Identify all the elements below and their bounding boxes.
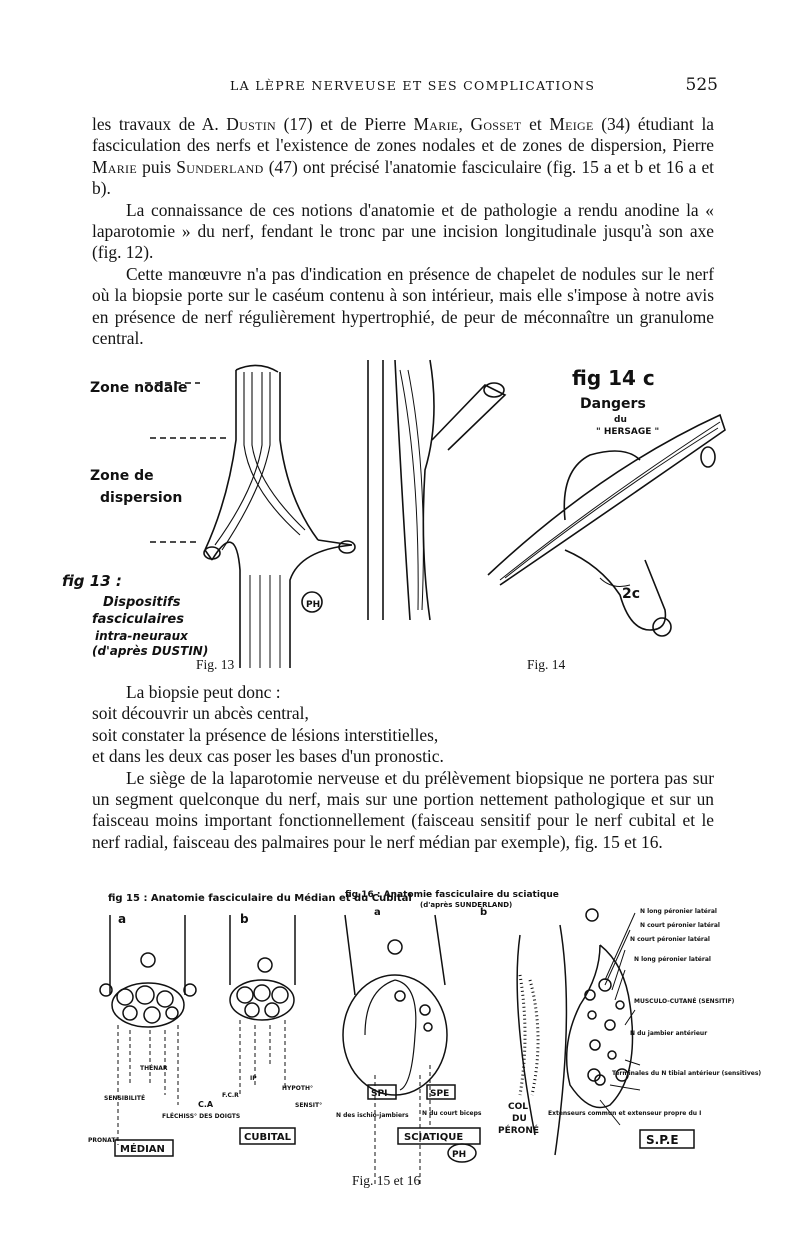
fig15-b: b — [240, 912, 249, 926]
fig16-sub: (d'après SUNDERLAND) — [420, 901, 513, 909]
fig16-b: b — [480, 907, 488, 918]
paragraph-2: La connaissance de ces notions d'anatomie et de pathologie a rendu anodine la « laparotomie » du nerf, fendant le tronc par une incision longitudinale jusqu'à son axe (fig. 12). — [92, 199, 714, 263]
fig14-caption: Fig. 14 — [527, 657, 566, 672]
fig16-title: fig 16 : Anatomie fasciculaire du sciatique — [345, 890, 559, 900]
fig13-signature: PH — [306, 600, 321, 610]
page-number: 525 — [685, 75, 718, 95]
fig15-16-caption: Fig. 15 et 16 — [352, 1173, 421, 1188]
fig14-hersage: " HERSAGE " — [596, 427, 660, 437]
fig15-hypoth: HYPOTH° — [282, 1085, 313, 1092]
fig14-mark: 2c — [622, 586, 641, 602]
fig16-n-ischio: N des ischio-jambiers — [336, 1112, 409, 1119]
fig15-flechis: FLÉCHISS° DES DOIGTS — [162, 1113, 241, 1120]
figures-13-14-drawing — [0, 350, 800, 680]
fig16-label-7: Terminales du N tibial antérieur (sensitives) — [612, 1070, 762, 1077]
running-header — [90, 75, 718, 100]
fig16-label-8: Extenseurs commun et extenseur propre du I — [548, 1110, 702, 1117]
fig16-col: COL — [508, 1102, 528, 1112]
fig16-label-1: N long péronier latéral — [640, 908, 717, 915]
list-intro: La biopsie peut donc : — [126, 682, 281, 702]
list-item-3: et dans les deux cas poser les bases d'un pronostic. — [92, 746, 444, 767]
fig13-caption: Fig. 13 — [196, 657, 235, 672]
fig16-sciatique-box: SCIATIQUE — [404, 1132, 464, 1143]
fig15-a: a — [118, 912, 127, 926]
fig14-title: fig 14 c — [572, 366, 655, 390]
fig16-spi: SPI — [371, 1089, 388, 1099]
fig16-du: DU — [512, 1114, 527, 1124]
running-title: LA LÈPRE NERVEUSE ET SES COMPLICATIONS — [230, 78, 596, 93]
fig15-ca: C.A — [198, 1100, 214, 1109]
fig16-a: a — [374, 907, 381, 918]
fig15-median-box: MÉDIAN — [120, 1144, 165, 1155]
figures-15-16-drawing — [0, 885, 800, 1195]
top-text-block — [92, 114, 714, 349]
list-item-1: soit découvrir un abcès central, — [92, 703, 309, 724]
fig16-spe: SPE — [430, 1089, 450, 1099]
figures-15-16 — [0, 885, 800, 1195]
fig13-zone-label: Zone de — [90, 468, 154, 484]
paragraph-3: Cette manœuvre n'a pas d'indication en présence de chapelet de nodules sur le nerf où la biopsie porte sur le caséum contenu à son intérieur, mais elle s'impose à notre avis en présence de nerf régulièrement hypertrophié, de peur de méconnaître un granulome central. — [92, 263, 714, 349]
fig14-dangers: Dangers — [580, 396, 646, 412]
fig16-signature: PH — [452, 1150, 467, 1160]
list-item-2: soit constater la présence de lésions interstitielles, — [92, 724, 439, 745]
fig16-label-4: N long péronier latéral — [634, 956, 711, 963]
middle-text-block — [92, 682, 714, 853]
paragraph-4: Le siège de la laparotomie nerveuse et du prélèvement biopsique ne portera pas sur un segment quelconque du nerf, mais sur une portion nettement pathologique et sur un faisceau moins important fonctionnellement (faisceau sensitif pour le nerf cubital et le nerf radial, faisceau des palmaires pour le nerf médian par exemple), fig. 15 et 16. — [92, 767, 714, 852]
fig15-sensibilite: SENSIBILITÉ — [104, 1095, 146, 1102]
fig13-desc-1: Dispositifs — [103, 595, 181, 610]
fig16-spe-box: S.P.E — [646, 1133, 679, 1147]
fig13-desc-2: fasciculaires — [92, 612, 184, 627]
fig13-zone-nodale: Zone nodale — [90, 380, 188, 396]
fig13-desc-3: intra-neuraux — [95, 629, 188, 643]
fig16-perone: PÉRONÉ — [498, 1126, 540, 1136]
fig15-sensit: SENSIT° — [295, 1102, 323, 1109]
fig16-label-6: N du jambier antérieur — [630, 1030, 708, 1037]
fig15-pronat: PRONAT° — [88, 1137, 119, 1144]
fig14-du: du — [614, 415, 627, 425]
fig16-label-3: N court péronier latéral — [630, 936, 710, 943]
fig15-cubital-box: CUBITAL — [244, 1132, 291, 1143]
fig15-ip: IP — [250, 1075, 257, 1082]
fig16-n-court: N du court biceps — [422, 1110, 482, 1117]
fig16-label-2: N court péronier latéral — [640, 922, 720, 929]
figures-13-14 — [0, 350, 800, 680]
fig15-title: fig 15 : Anatomie fasciculaire du Médian et du Cubital — [108, 893, 412, 904]
fig13-dispersion: dispersion — [100, 490, 183, 506]
fig15-fcr: F.C.R — [222, 1092, 239, 1099]
fig13-desc-4: (d'après DUSTIN) — [92, 644, 209, 658]
fig16-label-5: MUSCULO-CUTANÉ (SENSITIF) — [634, 998, 735, 1005]
paragraph-1: les travaux de A. Dustin (17) et de Pierre Marie, Gosset et Meige (34) étudiant la fasciculation des nerfs et l'existence de zones nodales et de zones de dispersion, Pierre Marie puis Sunderland (47) ont précisé l'anatomie fasciculaire (fig. 15 a et b et 16 a et b). — [92, 114, 714, 199]
fig15-thenar: THÉNAR — [140, 1065, 168, 1072]
fig13-title: fig 13 : — [62, 572, 122, 590]
